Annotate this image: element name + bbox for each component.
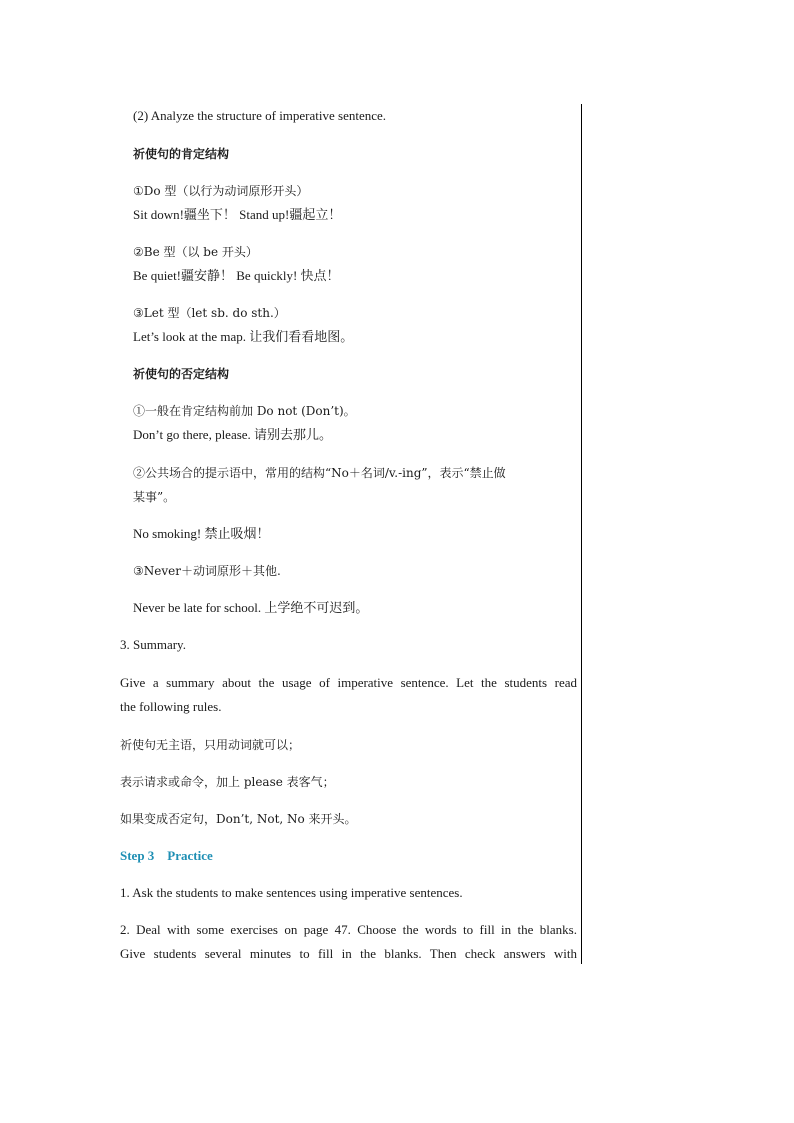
rule-please: 表示请求或命令，加上 please 表客气； bbox=[120, 775, 335, 789]
practice-item-1: 1. Ask the students to make sentences using imperative sentences. bbox=[120, 885, 463, 900]
table-border-right bbox=[581, 104, 582, 964]
negative-rule-1: ①一般在肯定结构前加 Do not (Don’t)。 bbox=[133, 404, 356, 418]
rule-negative: 如果变成否定句，Don’t, Not, No 来开头。 bbox=[120, 812, 357, 826]
summary-paragraph-line-1: Give a summary about the usage of imperative sentence. Let the students read bbox=[120, 675, 577, 690]
summary-heading: 3. Summary. bbox=[120, 637, 186, 652]
negative-rule-2: ②公共场合的提示语中，常用的结构“No＋名词/v.-ing”，表示“禁止做 bbox=[133, 466, 506, 480]
be-type-rule: ②Be 型（以 be 开头） bbox=[133, 245, 258, 259]
let-type-rule: ③Let 型（let sb. do sth.） bbox=[133, 306, 286, 320]
negative-structure-heading: 祈使句的否定结构 bbox=[133, 367, 230, 381]
be-type-example: Be quiet!疆安静！ Be quickly! 快点！ bbox=[133, 268, 340, 283]
no-smoking-example: No smoking! 禁止吸烟！ bbox=[133, 526, 270, 541]
never-example: Never be late for school. 上学绝不可迟到。 bbox=[133, 600, 369, 615]
summary-paragraph-line-2: the following rules. bbox=[120, 699, 222, 714]
never-rule: ③Never＋动词原形＋其他. bbox=[133, 564, 281, 578]
section-heading-analyze: (2) Analyze the structure of imperative sentence. bbox=[133, 108, 387, 123]
practice-item-2-line-2: Give students several minutes to fill in the blanks. Then check answers with bbox=[120, 946, 577, 961]
practice-item-2-line-1: 2. Deal with some exercises on page 47. Choose the words to fill in the blanks. bbox=[120, 922, 577, 937]
let-type-example: Let’s look at the map. 让我们看看地图。 bbox=[133, 329, 354, 344]
negative-rule-2-cont: 某事”。 bbox=[133, 490, 176, 504]
negative-example-1: Don’t go there, please. 请别去那儿。 bbox=[133, 427, 333, 442]
positive-structure-heading: 祈使句的肯定结构 bbox=[133, 147, 230, 161]
do-type-rule: ①Do 型（以行为动词原形开头） bbox=[133, 184, 309, 198]
step-3-heading: Step 3 Practice bbox=[120, 848, 213, 863]
do-type-example: Sit down!疆坐下！ Stand up!疆起立！ bbox=[133, 207, 342, 222]
rule-no-subject: 祈使句无主语，只用动词就可以； bbox=[120, 738, 301, 752]
